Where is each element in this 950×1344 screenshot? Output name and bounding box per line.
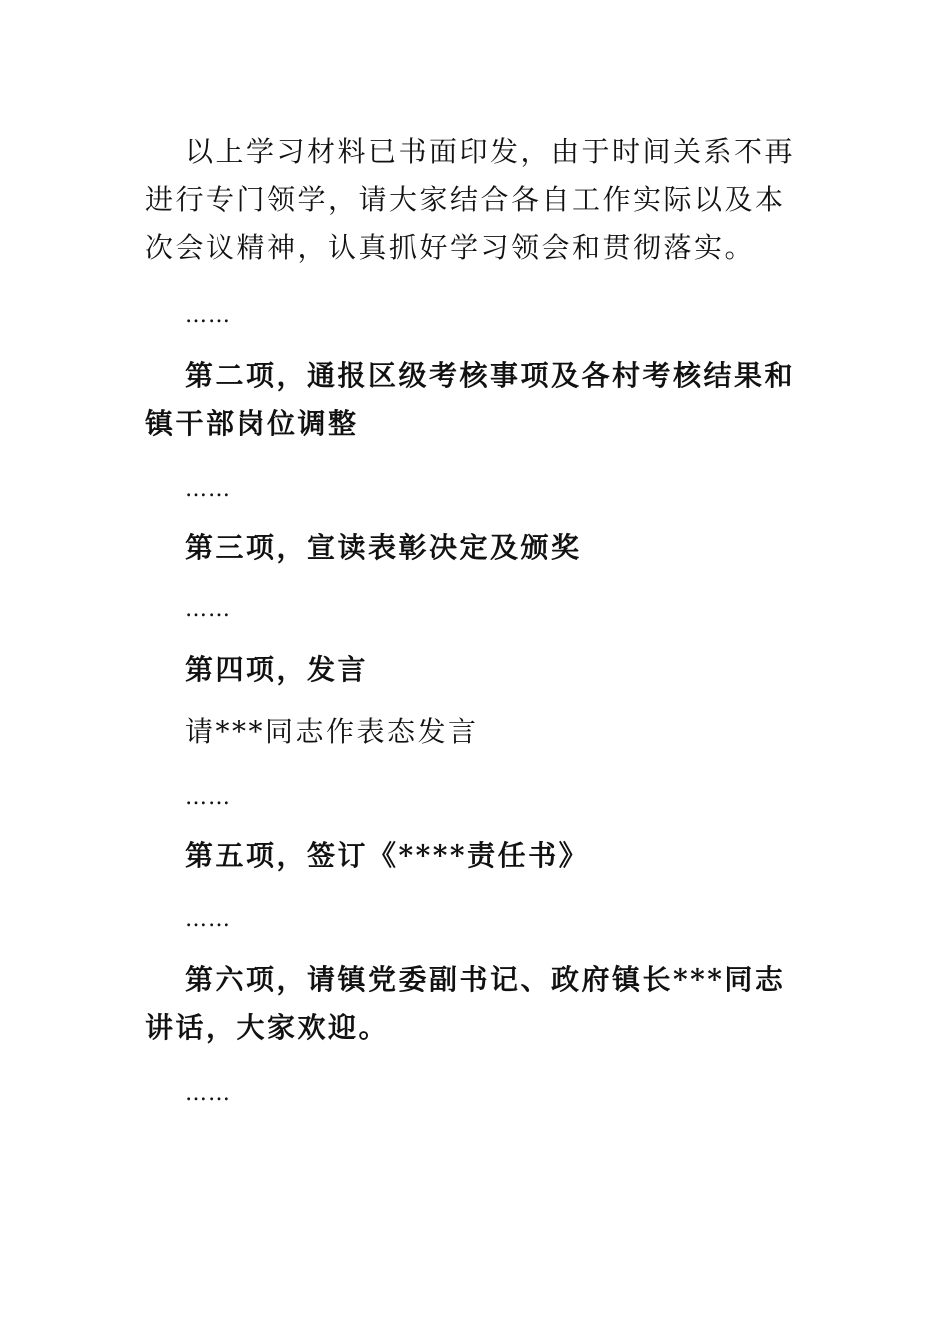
ellipsis-2: ……: [185, 477, 231, 502]
ellipsis-5: ……: [185, 907, 231, 932]
ellipsis-1: ……: [185, 303, 231, 328]
item-6-heading: 第六项，请镇党委副书记、政府镇长***同志讲话，大家欢迎。: [145, 963, 786, 1044]
intro-paragraph: 以上学习材料已书面印发，由于时间关系不再进行专门领学，请大家结合各自工作实际以及本次会议精神，认真抓好学习领会和贯彻落实。: [145, 135, 796, 264]
item-5-heading: 第五项，签订《****责任书》: [185, 839, 590, 872]
item-4-heading: 第四项，发言: [185, 653, 369, 686]
item-4-text: 请***同志作表态发言: [185, 715, 479, 748]
item-2-heading: 第二项，通报区级考核事项及各村考核结果和镇干部岗位调整: [145, 359, 796, 440]
ellipsis-3: ……: [185, 597, 231, 622]
item-3-heading: 第三项，宣读表彰决定及颁奖: [185, 531, 582, 564]
ellipsis-4: ……: [185, 785, 231, 810]
ellipsis-6: ……: [185, 1081, 231, 1106]
